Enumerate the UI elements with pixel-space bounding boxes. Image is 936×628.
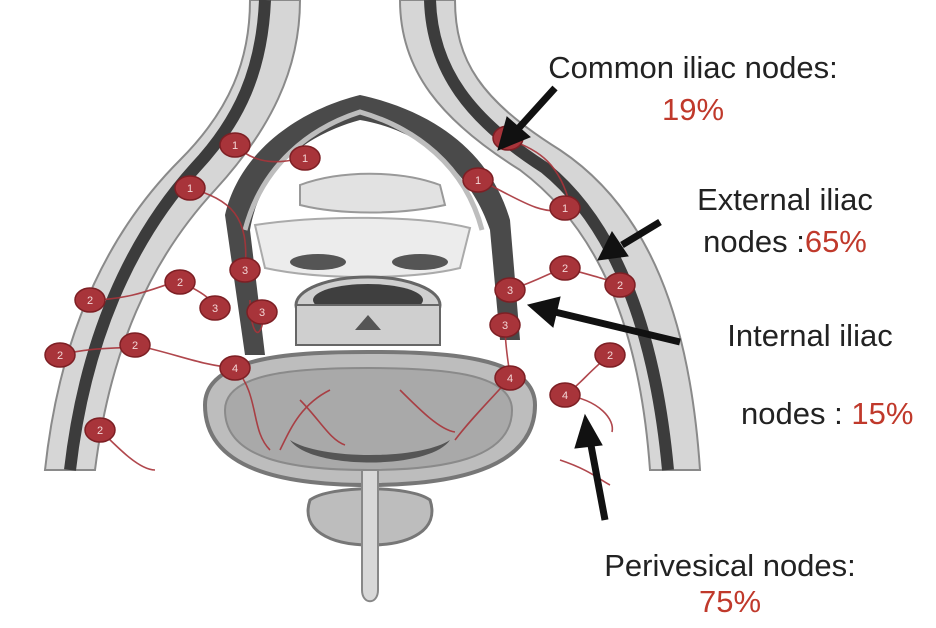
lymph-node <box>550 256 580 280</box>
lymph-node-number: 1 <box>474 175 482 187</box>
lymph-node-number: 2 <box>561 263 569 275</box>
lymph-node-number: 4 <box>231 363 239 375</box>
lymph-node-number: 3 <box>506 285 514 297</box>
lymph-node <box>175 176 205 200</box>
lymph-node <box>595 343 625 367</box>
lymph-node-number: 4 <box>561 390 569 402</box>
lymph-node <box>247 300 277 324</box>
sacrum <box>300 174 445 213</box>
internal-iliac-title-line1: Internal iliac <box>727 318 893 353</box>
lymph-node-number: 3 <box>258 307 266 319</box>
lymph-node <box>220 133 250 157</box>
lymph-node-number: 2 <box>616 280 624 292</box>
lymph-node-number: 3 <box>211 303 219 315</box>
lymph-node <box>85 418 115 442</box>
lymph-node <box>200 296 230 320</box>
internal-iliac-percent: 15% <box>851 396 914 431</box>
label-external-iliac <box>650 182 920 260</box>
lymph-node <box>495 366 525 390</box>
lymph-node <box>495 278 525 302</box>
lymph-node-number: 2 <box>606 350 614 362</box>
lymph-node <box>490 313 520 337</box>
label-common-iliac <box>508 50 878 128</box>
lymph-node-number: 1 <box>301 153 309 165</box>
label-perivesical <box>565 548 895 620</box>
common-iliac-percent: 19% <box>661 92 725 127</box>
internal-iliac-title-line2: nodes : <box>741 396 852 431</box>
lymph-node-number: 3 <box>501 320 509 332</box>
lymph-node-number: 4 <box>506 373 514 385</box>
lymph-node <box>605 273 635 297</box>
lymph-node-number: 2 <box>131 340 139 352</box>
external-iliac-percent: 65% <box>804 224 867 259</box>
external-iliac-title-line1: External iliac <box>697 182 873 217</box>
lymph-node <box>463 168 493 192</box>
urethra <box>362 470 378 601</box>
lymph-node <box>230 258 260 282</box>
lymph-node <box>550 196 580 220</box>
pelvic-organs <box>205 174 535 602</box>
external-iliac-title-line2: nodes : <box>703 224 805 259</box>
lymph-node <box>550 383 580 407</box>
lymph-node-number: 1 <box>186 183 194 195</box>
lymph-node-number: 2 <box>56 350 64 362</box>
lymph-node-number: 1 <box>561 203 569 215</box>
lymph-node <box>290 146 320 170</box>
perivesical-percent: 75% <box>698 584 762 619</box>
perivesical-title: Perivesical nodes: <box>604 548 856 583</box>
label-internal-iliac <box>685 318 935 468</box>
lymph-node-number: 3 <box>241 265 249 277</box>
lymph-node-number: 2 <box>176 277 184 289</box>
lymph-node-number: 2 <box>86 295 94 307</box>
lymph-node <box>45 343 75 367</box>
lymph-node <box>165 270 195 294</box>
lymph-node <box>220 356 250 380</box>
common-iliac-title: Common iliac nodes: <box>548 50 838 85</box>
lymph-node-number: 2 <box>96 425 104 437</box>
lymph-node-number: 1 <box>231 140 239 152</box>
lymph-node <box>75 288 105 312</box>
lymph-node <box>120 333 150 357</box>
